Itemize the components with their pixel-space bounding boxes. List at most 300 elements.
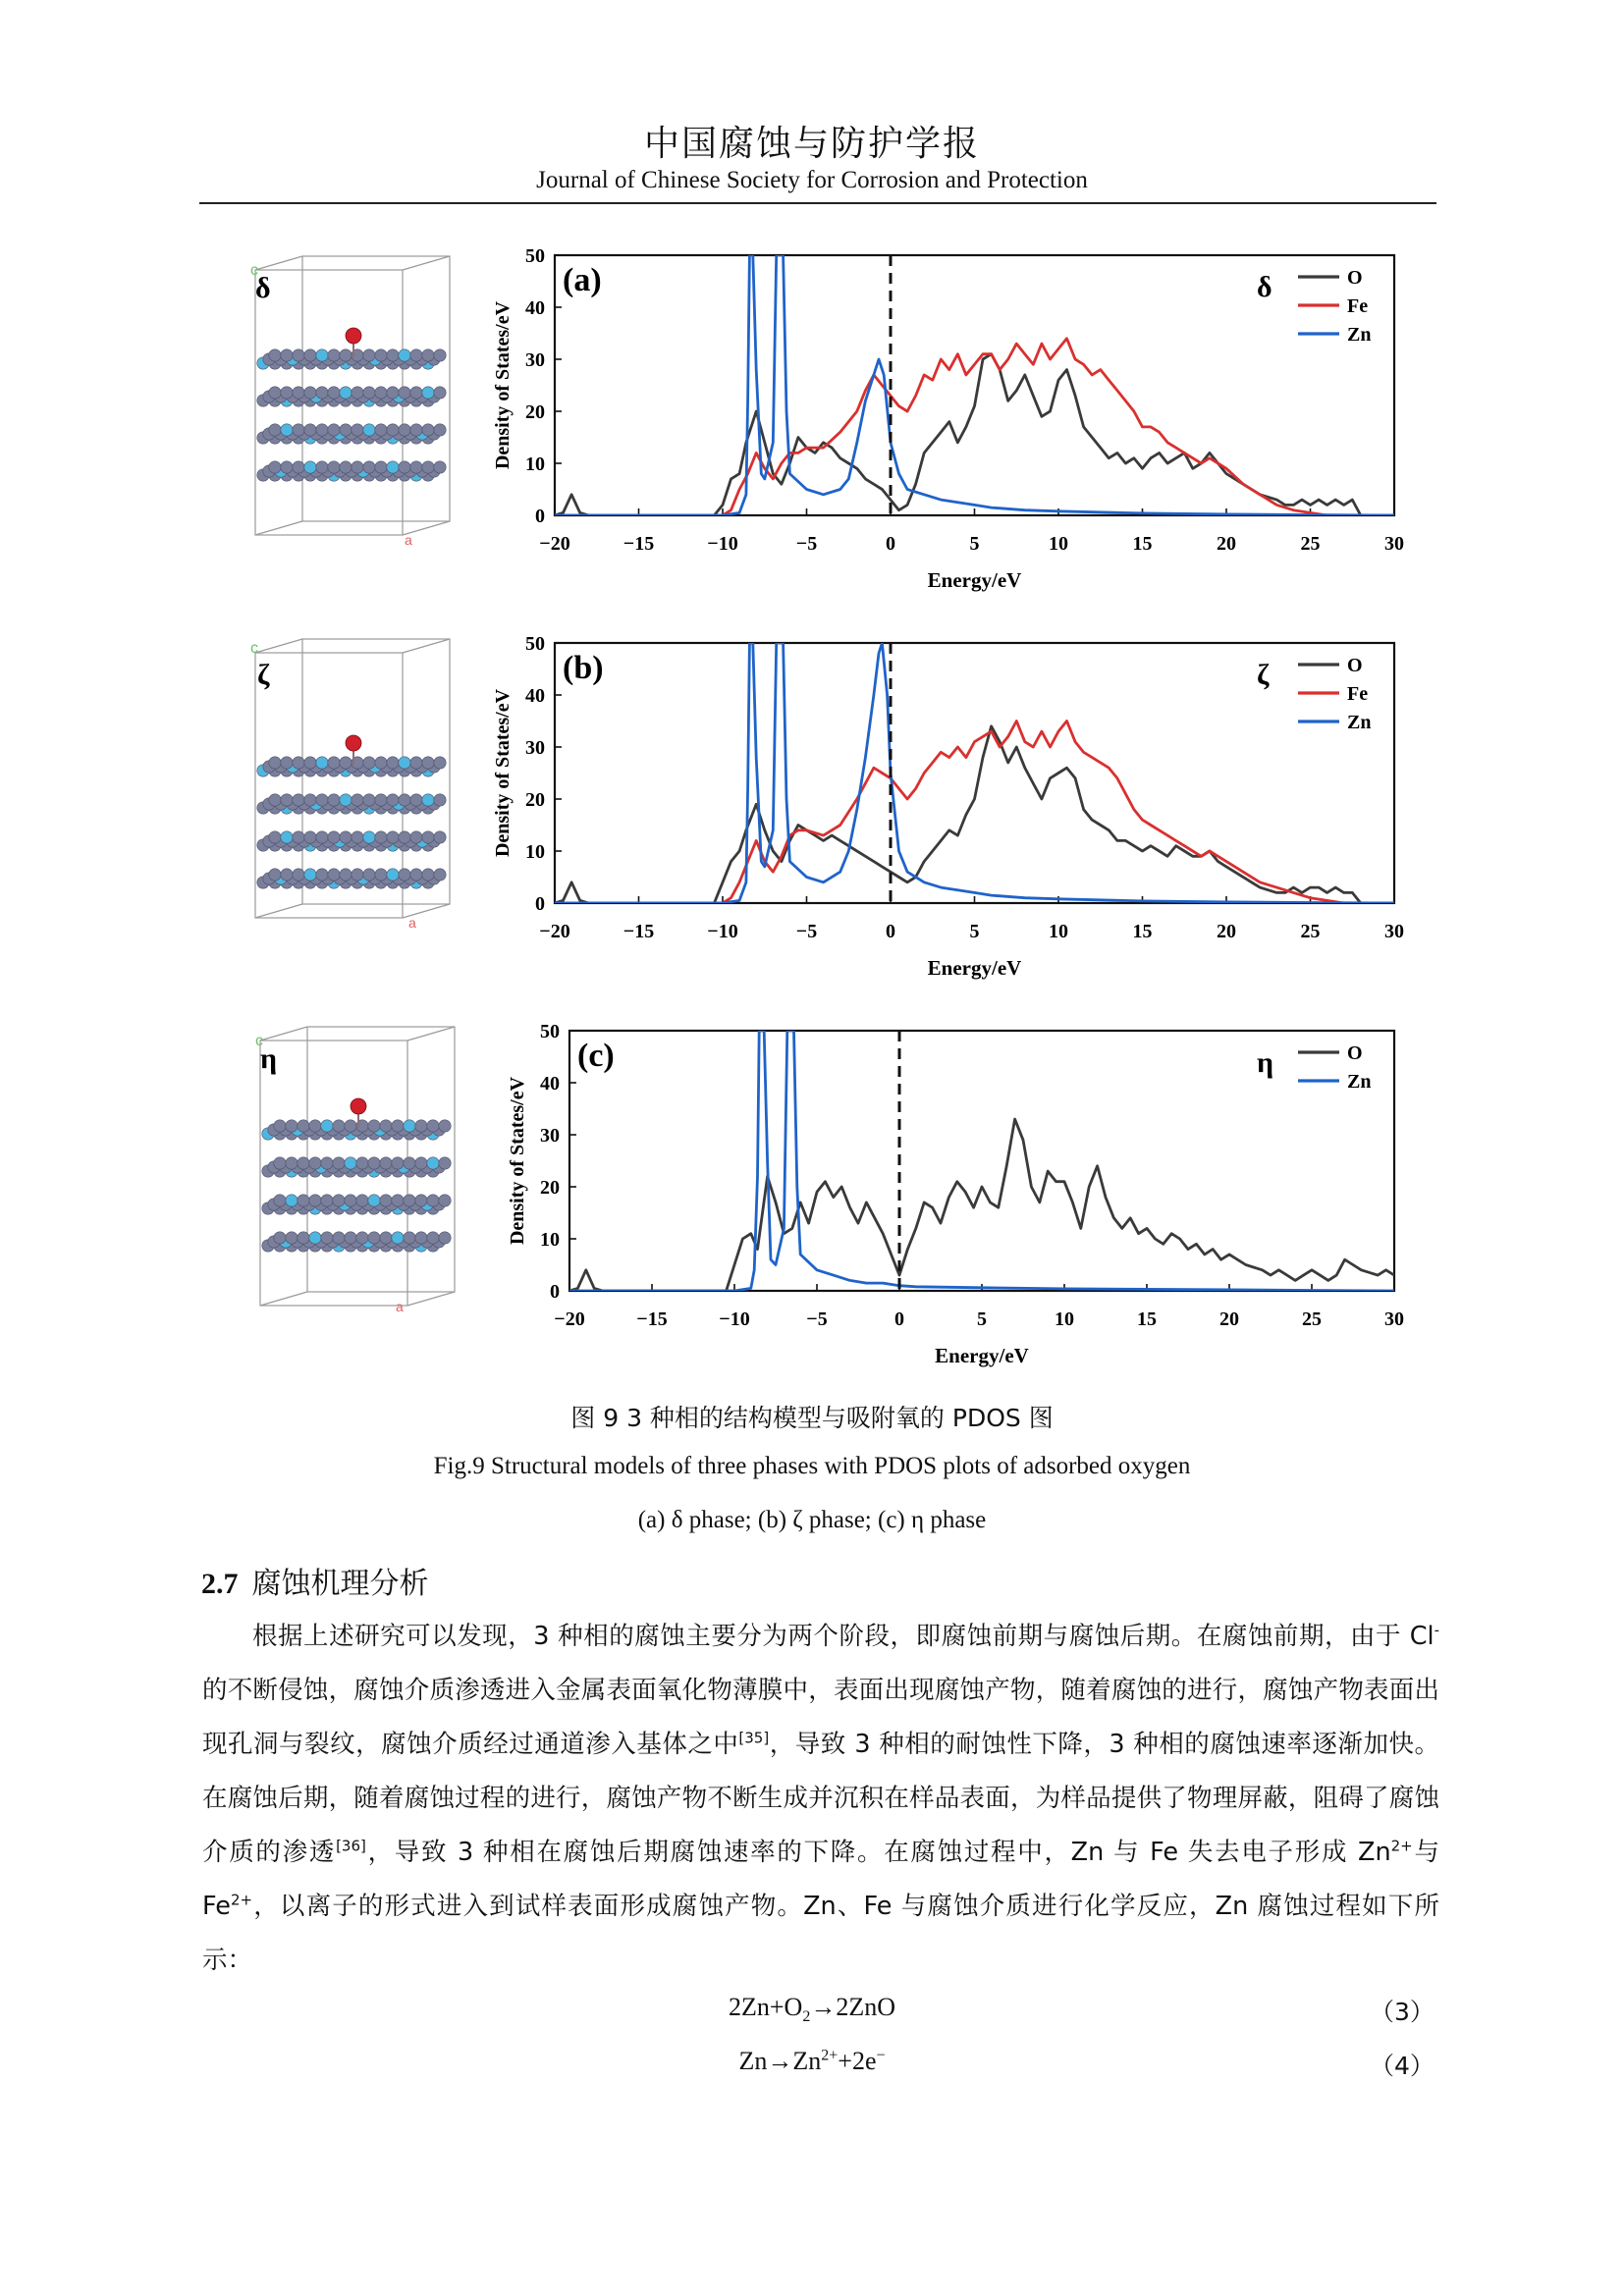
phase-symbol-label: ζ xyxy=(1257,659,1270,691)
fe-atom xyxy=(309,1120,321,1132)
x-tick-label: 25 xyxy=(1300,533,1321,555)
fe-atom xyxy=(316,387,328,399)
fe-atom xyxy=(387,794,399,806)
fe-atom xyxy=(293,831,304,843)
fe-atom xyxy=(328,831,340,843)
fe-atom xyxy=(375,869,387,881)
oxygen-atom xyxy=(346,328,361,344)
fe-atom xyxy=(298,1195,309,1206)
fe-atom xyxy=(410,461,422,473)
x-tick-label: 0 xyxy=(886,533,895,555)
y-tick-label: 20 xyxy=(525,401,545,423)
fe-atom xyxy=(293,424,304,436)
x-tick-label: −20 xyxy=(539,533,570,555)
fe-atom xyxy=(399,461,410,473)
fe-atom xyxy=(304,757,316,769)
fe-atom xyxy=(375,461,387,473)
axis-c-label: c xyxy=(255,1033,263,1049)
fe-atom xyxy=(298,1120,309,1132)
fe-atom xyxy=(269,387,281,399)
zn-atom xyxy=(316,349,328,361)
fe-atom xyxy=(269,349,281,361)
x-tick-label: −20 xyxy=(554,1308,585,1330)
fe-atom xyxy=(399,424,410,436)
x-tick-label: 30 xyxy=(1384,533,1404,555)
fe-atom xyxy=(363,869,375,881)
atom-layer xyxy=(262,1120,451,1140)
fe-atom xyxy=(387,349,399,361)
fe-atom xyxy=(333,1120,345,1132)
fe-atom xyxy=(269,757,281,769)
x-tick-label: 30 xyxy=(1384,1308,1404,1330)
phase-symbol: η xyxy=(260,1042,278,1075)
fe-atom xyxy=(340,869,352,881)
legend-label-o: O xyxy=(1347,655,1363,676)
atom-layer xyxy=(262,1195,451,1214)
fe-atom xyxy=(427,1195,439,1206)
paragraph-text: 根据上述研究可以发现，3 种相的腐蚀主要分为两个阶段，即腐蚀前期与腐蚀后期。在腐蚀前期，由于 Cl xyxy=(252,1622,1435,1651)
equation-number: （3） xyxy=(1370,1998,1435,2026)
legend-label-o: O xyxy=(1347,267,1363,289)
zn-atom xyxy=(392,1232,404,1244)
fe-atom xyxy=(392,1157,404,1169)
fe-atom xyxy=(269,424,281,436)
series-line-o xyxy=(555,726,1394,903)
fe-atom xyxy=(316,869,328,881)
atom-layers xyxy=(257,735,446,888)
zn-atom xyxy=(281,424,293,436)
x-tick-label: 15 xyxy=(1137,1308,1157,1330)
pdos-chart-svg xyxy=(471,236,1414,618)
fe-atom xyxy=(328,424,340,436)
legend-label-fe: Fe xyxy=(1347,683,1369,705)
x-axis-label: Energy/eV xyxy=(927,568,1022,592)
fe-atom xyxy=(304,794,316,806)
y-tick-label: 40 xyxy=(540,1073,560,1095)
zn-atom xyxy=(368,1195,380,1206)
fe-atom xyxy=(328,349,340,361)
fe-atom xyxy=(352,424,363,436)
atom-layer xyxy=(257,424,446,444)
structure-model-svg xyxy=(245,633,481,937)
section-heading xyxy=(201,1559,429,1602)
cell-edge xyxy=(255,521,302,535)
fe-atom xyxy=(422,757,434,769)
fe-atom xyxy=(293,794,304,806)
fe-atom xyxy=(380,1120,392,1132)
fe-atom xyxy=(368,1232,380,1244)
y-tick-label: 0 xyxy=(535,893,545,915)
fe-atom xyxy=(333,1232,345,1244)
x-tick-label: 5 xyxy=(969,533,980,555)
series-line-o xyxy=(555,354,1394,515)
y-axis-label: Density of States/eV xyxy=(492,300,514,470)
fe-atom xyxy=(392,1195,404,1206)
fe-atom xyxy=(293,461,304,473)
fe-atom xyxy=(380,1195,392,1206)
fe-atom xyxy=(293,349,304,361)
atom-layer xyxy=(257,387,446,406)
x-tick-label: 5 xyxy=(969,921,980,942)
fe-atom xyxy=(309,1157,321,1169)
fe-atom xyxy=(340,424,352,436)
section-title: 腐蚀机理分析 xyxy=(251,1567,429,1601)
fe-atom xyxy=(368,1120,380,1132)
fe-atom xyxy=(434,349,446,361)
fe-atom xyxy=(410,387,422,399)
x-tick-label: 15 xyxy=(1132,533,1153,555)
y-tick-label: 30 xyxy=(540,1125,560,1147)
x-tick-label: 0 xyxy=(894,1308,904,1330)
y-tick-label: 30 xyxy=(525,737,545,759)
fe-atom xyxy=(340,349,352,361)
x-tick-label: 30 xyxy=(1384,921,1404,942)
equation-part: +2e xyxy=(838,2047,877,2075)
fe-atom xyxy=(321,1232,333,1244)
paragraph-text: ，导致 3 种相的耐蚀性下降，3 种相的腐蚀速率逐渐加快。在腐蚀后期，随着腐蚀过程的进行，腐蚀产物不断生成并沉积在样品表面，为样品提供了物理屏蔽，阻碍了腐蚀介质的渗透 xyxy=(202,1730,1439,1867)
x-tick-label: −5 xyxy=(795,921,818,942)
paragraph-text: 的不断侵蚀，腐蚀介质渗透进入金属表面氧化物薄膜中，表面出现腐蚀产物，随着腐蚀的进行，腐蚀产物表面出现孔洞与裂纹，腐蚀介质经过通道渗入基体之中 xyxy=(202,1676,1439,1759)
figure-caption-en: Fig.9 Structural models of three phases with PDOS plots of adsorbed oxygen xyxy=(433,1453,1191,1479)
legend-label-o: O xyxy=(1347,1042,1363,1064)
fe-atom xyxy=(399,794,410,806)
x-tick-label: −20 xyxy=(539,921,570,942)
zn-atom xyxy=(422,387,434,399)
panel-label: (b) xyxy=(563,650,604,686)
fe-atom xyxy=(387,424,399,436)
cell-edge xyxy=(407,1027,455,1041)
phase-symbol: δ xyxy=(255,272,271,304)
fe-atom xyxy=(333,1157,345,1169)
zn-atom xyxy=(427,1157,439,1169)
fe-atom xyxy=(422,831,434,843)
fe-atom xyxy=(316,831,328,843)
fe-atom xyxy=(321,1157,333,1169)
fe-atom xyxy=(298,1232,309,1244)
x-tick-label: −5 xyxy=(806,1308,828,1330)
atom-layer xyxy=(262,1232,451,1252)
fe-atom xyxy=(356,1195,368,1206)
zn-atom xyxy=(399,349,410,361)
zn-atom xyxy=(304,461,316,473)
panel-label: (a) xyxy=(563,262,602,298)
fe-atom xyxy=(380,1232,392,1244)
fe-atom xyxy=(293,757,304,769)
fe-atom xyxy=(439,1120,451,1132)
fe-atom xyxy=(286,1157,298,1169)
fe-atom xyxy=(422,869,434,881)
fe-atom xyxy=(363,349,375,361)
y-tick-label: 50 xyxy=(525,245,545,267)
x-tick-label: −10 xyxy=(707,533,738,555)
fe-atom xyxy=(410,757,422,769)
fe-atom xyxy=(387,831,399,843)
fe-atom xyxy=(439,1195,451,1206)
fe-atom xyxy=(340,757,352,769)
fe-atom xyxy=(399,869,410,881)
atom-layer xyxy=(257,831,446,851)
fe-atom xyxy=(410,831,422,843)
fe-atom xyxy=(345,1195,356,1206)
zn-atom xyxy=(281,831,293,843)
fe-atom xyxy=(356,1157,368,1169)
x-tick-label: 5 xyxy=(977,1308,987,1330)
fe-atom xyxy=(375,831,387,843)
equation-number: （4） xyxy=(1370,2052,1435,2080)
structure-model-svg xyxy=(245,250,481,555)
fe-atom xyxy=(281,461,293,473)
x-tick-label: −10 xyxy=(707,921,738,942)
fe-atom xyxy=(281,349,293,361)
fe-atom xyxy=(269,794,281,806)
fe-atom xyxy=(434,757,446,769)
fe-atom xyxy=(281,387,293,399)
y-tick-label: 30 xyxy=(525,349,545,371)
fe-atom xyxy=(286,1232,298,1244)
fe-atom xyxy=(404,1195,415,1206)
x-tick-label: 20 xyxy=(1217,533,1236,555)
superscript: 2+ xyxy=(230,1891,253,1909)
fe-atom xyxy=(410,424,422,436)
structure-model-svg xyxy=(250,1021,486,1325)
fe-atom xyxy=(434,387,446,399)
y-tick-label: 40 xyxy=(525,685,545,707)
fe-atom xyxy=(352,387,363,399)
zn-atom xyxy=(387,461,399,473)
fe-atom xyxy=(293,387,304,399)
pdos-plot-c xyxy=(486,1011,1414,1394)
fe-atom xyxy=(434,794,446,806)
x-tick-label: 25 xyxy=(1300,921,1321,942)
citation-ref[interactable]: [36] xyxy=(336,1837,366,1855)
fe-atom xyxy=(375,794,387,806)
figure-caption-subpanels: (a) δ phase; (b) ζ phase; (c) η phase xyxy=(637,1507,987,1533)
cell-edge xyxy=(403,256,450,270)
fe-atom xyxy=(293,869,304,881)
fe-atom xyxy=(352,461,363,473)
fe-atom xyxy=(375,387,387,399)
atom-layer xyxy=(257,869,446,888)
fe-atom xyxy=(328,461,340,473)
paragraph-text: ，导致 3 种相在腐蚀后期腐蚀速率的下降。在腐蚀过程中，Zn 与 Fe 失去电子形成 Zn xyxy=(365,1838,1391,1867)
figure-caption-cn: 图 9 3 种相的结构模型与吸附氧的 PDOS 图 xyxy=(570,1404,1054,1432)
y-tick-label: 20 xyxy=(540,1177,560,1199)
x-axis-label: Energy/eV xyxy=(935,1344,1029,1367)
paragraph-text: 与 Fe xyxy=(202,1838,1439,1921)
zn-atom xyxy=(340,387,352,399)
fe-atom xyxy=(316,794,328,806)
fe-atom xyxy=(321,1195,333,1206)
cell-edge xyxy=(260,1292,307,1306)
phase-symbol-label: δ xyxy=(1257,271,1272,303)
panel-label: (c) xyxy=(577,1038,615,1074)
y-tick-label: 10 xyxy=(540,1229,560,1251)
x-tick-label: 20 xyxy=(1219,1308,1239,1330)
fe-atom xyxy=(274,1120,286,1132)
superscript: - xyxy=(1434,1621,1439,1639)
zn-atom xyxy=(345,1157,356,1169)
axis-a-label: a xyxy=(405,532,412,548)
fe-atom xyxy=(363,794,375,806)
fe-atom xyxy=(281,794,293,806)
series-line-fe xyxy=(555,721,1394,904)
fe-atom xyxy=(399,831,410,843)
fe-atom xyxy=(328,794,340,806)
section-number: 2.7 xyxy=(201,1568,239,1600)
fe-atom xyxy=(281,757,293,769)
y-tick-label: 50 xyxy=(525,633,545,655)
citation-ref[interactable]: [35] xyxy=(738,1729,770,1747)
fe-atom xyxy=(309,1195,321,1206)
zn-atom xyxy=(286,1195,298,1206)
pdos-chart-svg xyxy=(486,1011,1414,1394)
axis-a-label: a xyxy=(396,1299,404,1314)
equation-part: →2ZnO xyxy=(810,1993,895,2021)
legend-label-zn: Zn xyxy=(1347,1071,1372,1093)
cell-edge xyxy=(407,1292,455,1306)
zn-atom xyxy=(404,1120,415,1132)
fe-atom xyxy=(269,869,281,881)
atom-layer xyxy=(257,461,446,481)
axis-c-label: c xyxy=(250,640,258,657)
fe-atom xyxy=(399,387,410,399)
fe-atom xyxy=(269,461,281,473)
fe-atom xyxy=(352,869,363,881)
fe-atom xyxy=(415,1195,427,1206)
zn-atom xyxy=(422,794,434,806)
legend-label-zn: Zn xyxy=(1347,712,1372,733)
y-tick-label: 10 xyxy=(525,454,545,475)
zn-atom xyxy=(309,1232,321,1244)
fe-atom xyxy=(269,831,281,843)
fe-atom xyxy=(375,424,387,436)
fe-atom xyxy=(410,349,422,361)
fe-atom xyxy=(439,1232,451,1244)
fe-atom xyxy=(274,1232,286,1244)
fe-atom xyxy=(427,1120,439,1132)
fe-atom xyxy=(410,794,422,806)
fe-atom xyxy=(328,387,340,399)
fe-atom xyxy=(404,1157,415,1169)
zn-atom xyxy=(399,757,410,769)
fe-atom xyxy=(363,387,375,399)
fe-atom xyxy=(415,1120,427,1132)
zn-atom xyxy=(340,794,352,806)
fe-atom xyxy=(392,1120,404,1132)
atom-layer xyxy=(262,1157,451,1177)
axis-a-label: a xyxy=(408,915,416,931)
fe-atom xyxy=(415,1232,427,1244)
fe-atom xyxy=(434,831,446,843)
fe-atom xyxy=(427,1232,439,1244)
fe-atom xyxy=(328,869,340,881)
zn-atom xyxy=(321,1120,333,1132)
pdos-chart-svg xyxy=(471,623,1414,1006)
fe-atom xyxy=(356,1232,368,1244)
fe-atom xyxy=(404,1232,415,1244)
atom-layer xyxy=(257,349,446,369)
structure-model-delta xyxy=(245,250,481,560)
x-tick-label: −5 xyxy=(795,533,818,555)
fe-atom xyxy=(387,757,399,769)
zn-atom xyxy=(304,869,316,881)
pdos-plot-b xyxy=(471,623,1414,1006)
x-tick-label: 10 xyxy=(1055,1308,1074,1330)
fe-atom xyxy=(298,1157,309,1169)
fe-atom xyxy=(363,461,375,473)
fe-atom xyxy=(380,1157,392,1169)
fe-atom xyxy=(304,349,316,361)
y-axis-label: Density of States/eV xyxy=(507,1076,528,1246)
journal-title-cn: 中国腐蚀与防护学报 xyxy=(643,124,980,164)
cell-edge xyxy=(255,904,302,918)
fe-atom xyxy=(434,869,446,881)
x-tick-label: 10 xyxy=(1049,533,1068,555)
x-tick-label: 0 xyxy=(886,921,895,942)
y-tick-label: 0 xyxy=(535,506,545,527)
fe-atom xyxy=(422,461,434,473)
zn-atom xyxy=(363,831,375,843)
phase-symbol-label: η xyxy=(1257,1046,1274,1079)
fe-atom xyxy=(439,1157,451,1169)
fe-atom xyxy=(387,387,399,399)
fe-atom xyxy=(352,794,363,806)
x-tick-label: 20 xyxy=(1217,921,1236,942)
atom-layers xyxy=(262,1098,451,1252)
fe-atom xyxy=(274,1195,286,1206)
y-tick-label: 40 xyxy=(525,297,545,319)
fe-atom xyxy=(340,461,352,473)
fe-atom xyxy=(368,1157,380,1169)
cell-edge xyxy=(260,1027,307,1041)
fe-atom xyxy=(434,461,446,473)
series-line-fe xyxy=(555,339,1394,515)
equation-part: Zn→Zn xyxy=(738,2047,822,2075)
fe-atom xyxy=(328,757,340,769)
structure-model-eta xyxy=(250,1021,486,1330)
x-tick-label: −10 xyxy=(719,1308,750,1330)
fe-atom xyxy=(333,1195,345,1206)
x-tick-label: −15 xyxy=(623,533,655,555)
fe-atom xyxy=(281,869,293,881)
zn-atom xyxy=(316,757,328,769)
equation-subscript: 2 xyxy=(802,2008,811,2026)
series-line-o xyxy=(569,1119,1394,1291)
fe-atom xyxy=(434,424,446,436)
fe-atom xyxy=(304,831,316,843)
pdos-plot-a xyxy=(471,236,1414,618)
fe-atom xyxy=(274,1157,286,1169)
legend-label-zn: Zn xyxy=(1347,324,1372,346)
fe-atom xyxy=(304,424,316,436)
x-tick-label: 10 xyxy=(1049,921,1068,942)
cell-edge xyxy=(403,639,450,653)
fe-atom xyxy=(422,349,434,361)
fe-atom xyxy=(286,1120,298,1132)
fe-atom xyxy=(422,424,434,436)
x-tick-label: −15 xyxy=(636,1308,668,1330)
fe-atom xyxy=(345,1120,356,1132)
body-paragraph xyxy=(202,1610,1439,1988)
fe-atom xyxy=(340,831,352,843)
atom-layers xyxy=(257,328,446,481)
superscript: 2+ xyxy=(1390,1837,1413,1855)
fe-atom xyxy=(363,757,375,769)
legend-label-fe: Fe xyxy=(1347,295,1369,317)
y-tick-label: 0 xyxy=(550,1281,560,1303)
y-axis-label: Density of States/eV xyxy=(492,688,514,858)
fe-atom xyxy=(375,757,387,769)
